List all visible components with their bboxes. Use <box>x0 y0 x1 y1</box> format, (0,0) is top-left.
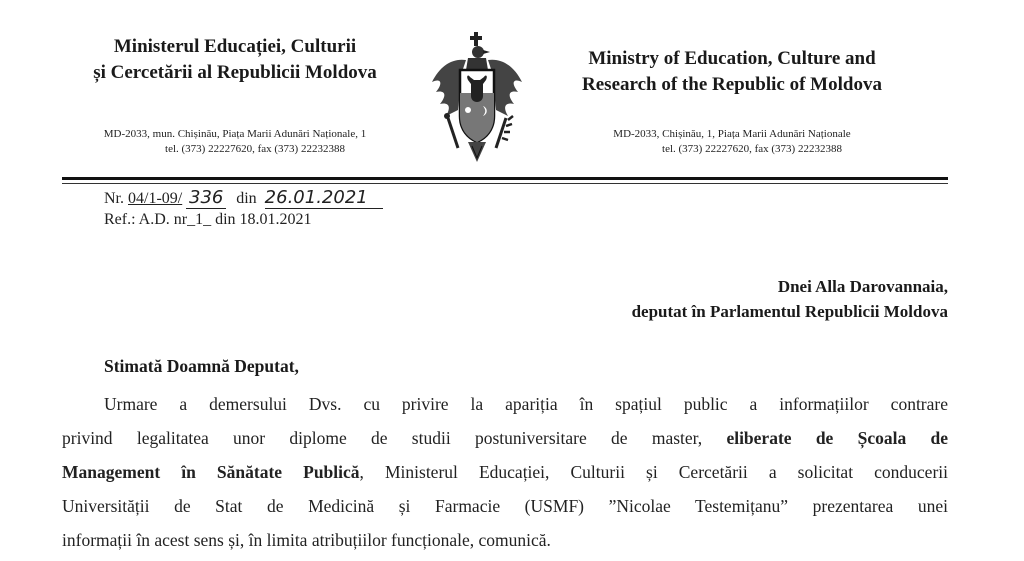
ministry-name-en <box>548 46 916 98</box>
nr-handwritten: 336 <box>186 188 226 209</box>
paragraph-line-3 <box>62 462 948 483</box>
coat-of-arms-emblem <box>428 30 526 170</box>
header-divider-thin <box>62 183 948 184</box>
paragraph-line-2-normal: privind legalitatea unor diplome de studii postuniversitare de master, <box>62 428 703 448</box>
paragraph-line-2-bold: eliberate de Școala de <box>726 428 948 448</box>
header-divider-thick <box>62 177 948 180</box>
recipient-name: Dnei Alla Darovannaia, <box>777 277 948 296</box>
nr-label: Nr. <box>104 190 124 207</box>
ministry-name-ro-line1: Ministerul Educației, Culturii <box>113 36 357 57</box>
paragraph-line-4: Universității de Stat de Medicină și Farmacie (USMF) ”Nicolae Testemițanu” prezentarea unei <box>62 496 948 516</box>
paragraph-line-1: Urmare a demersului Dvs. cu privire la apariția în spațiul public a informațiilor contrare <box>104 394 948 414</box>
date-handwritten: 26.01.2021 <box>265 188 383 209</box>
salutation: Stimată Doamnă Deputat, <box>104 356 299 376</box>
din-label: din <box>236 190 257 207</box>
ministry-address-en <box>548 127 916 157</box>
coat-of-arms-icon <box>428 30 526 170</box>
reference-line: Ref.: A.D. nr_1_ din 18.01.2021 <box>104 211 312 228</box>
ministry-address-ro-line1: MD-2033, mun. Chișinău, Piața Marii Adunări Naționale, 1 <box>103 128 367 140</box>
ministry-name-ro-line2: și Cercetării al Republicii Moldova <box>93 62 377 83</box>
paragraph-line-3-bold: Management în Sănătate Publică <box>62 462 360 482</box>
ministry-name-en-line2: Research of the Republic of Moldova <box>582 74 882 95</box>
ministry-address-ro-line2: tel. (373) 22227620, fax (373) 22232388 <box>165 143 345 155</box>
ministry-name-en-line1: Ministry of Education, Culture and <box>588 48 876 69</box>
ministry-address-ro <box>62 127 408 157</box>
ministry-address-en-line2: tel. (373) 22227620, fax (373) 22232388 <box>662 143 842 155</box>
ministry-address-en-line1: MD-2033, Chișinău, 1, Piața Marii Adunări Naționale <box>613 128 851 140</box>
paragraph-line-5: informații în acest sens și, în limita atribuțiilor funcționale, comunică. <box>62 530 551 550</box>
recipient-title: deputat în Parlamentul Republicii Moldova <box>631 302 948 321</box>
paragraph-line-2 <box>62 428 948 449</box>
recipient-block <box>632 274 948 324</box>
nr-value: 04/1-09/ <box>128 190 183 207</box>
paragraph-line-3-normal: , Ministerul Educației, Culturii și Cercetării a solicitat conducerii <box>359 462 948 482</box>
ministry-name-ro <box>62 34 408 86</box>
document-number-line <box>104 188 383 209</box>
